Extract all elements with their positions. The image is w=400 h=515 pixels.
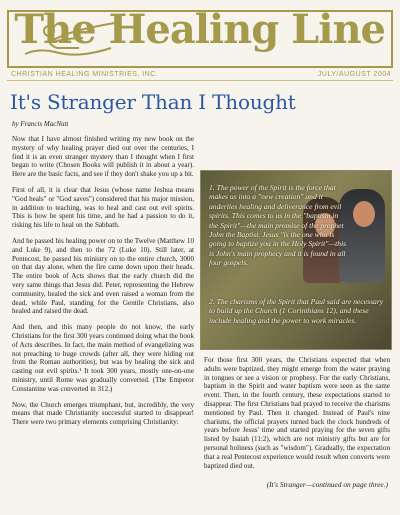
organization-name: CHRISTIAN HEALING MINISTRIES, INC. [11,71,159,78]
issue-date: JULY/AUGUST 2004 [317,71,391,78]
article-photo [200,170,392,350]
newsletter-title: The Healing Line [14,6,385,53]
continued-notice: (It's Stranger—continued on page three.) [266,480,388,489]
masthead [7,6,393,68]
paragraph: For those first 300 years, the Christians expected that when adults were baptized, they might emerge from the water praying in tongues or see a vision or prophesy. For the early Christians, baptism in the Spirit and water baptism were seen as the same event. Then, in the fourth century, these expectations started to disappear. The first Christians had prayed to receive the charisms mentioned by Paul. Then it changed. Instead of Paul's nine charisms, the official prayers turned back the clock hundreds of years before Jesus' time and started praying for the seven gifts listed by Isaiah (11:2), which are not ministry gifts but are for personal holiness (such as "wisdom"). Gradually, the expectation that a real Pentecost experience would result when converts were baptized died out. [204,356,390,470]
photo-point-1: 1. The power of the Spirit is the force that makes us into a "new creation" and it underlies healing and deliverance from evil spirits. This comes to us in the "baptism in the Spirit"—the main promise of the prophet John the Baptist. Jesus "is the one who is going to baptize you in the Holy Spirit"—this is John's main prophecy and it is found in all four gospels. [209,183,347,268]
paragraph: Now, the Church emerges triumphant, but, incredibly, the very means that made Christianity successful started to disappear! There were two primary elements comprising Christianity: [12,400,194,427]
left-column [12,135,194,434]
masthead-divider [7,80,393,81]
paragraph: Now that I have almost finished writing my new book on the mystery of why healing prayer died out over the centuries, I find it is an even stranger mystery than I thought when I first began to write (Chosen Books will publish it in about a year). Here are the basic facts, and see if they don't shake you up a bit. [12,135,194,179]
right-column [204,356,390,477]
photo-point-2: 2. The charisms of the Spirit that Paul said are necessary to build up the Church (1 Corinthians 12), and these include healing and the power to work miracles. [209,297,384,325]
photo-face-man [353,201,375,227]
paragraph: First of all, it is clear that Jesus (whose name Jeshua means "God heals" or "God saves") considered that his major mission, in addition to teaching, was to heal and cast out evil spirits. This is how he spent his time, and he had a passion to do it, risking his life to heal on the Sabbath. [12,185,194,230]
paragraph: And he passed his healing power on to the Twelve (Matthew 10 and Luke 9), and then to the 72 (Luke 10). Still later, at Pentecost, he passed his ministry on to the entire church, 3000 on that day alone, when the fire came down upon their heads. The entire book of Acts shows that the early church did the very same things that Jesus did. Peter, representing the Hebrew community, healed the sick and even raised a woman from the dead, while Paul, standing for the Gentile Christians, also healed and raised the dead. [12,236,194,316]
article-headline: It's Stranger Than I Thought [10,90,296,114]
article-byline: by Francis MacNutt [12,120,69,128]
paragraph: And then, and this many people do not know, the early Christians for the first 300 years continued doing what the book of Acts describes. In fact, the main method of evangelizing was not preaching to huge crowds (after all, they were hiding out from the Roman authorities), but was by healing the sick and casting out evil spirits.¹ It took 300 years, mostly one-on-one ministry, until Rome was gradually converted. (The Emperor Constantine was converted in 312.) [12,323,194,393]
